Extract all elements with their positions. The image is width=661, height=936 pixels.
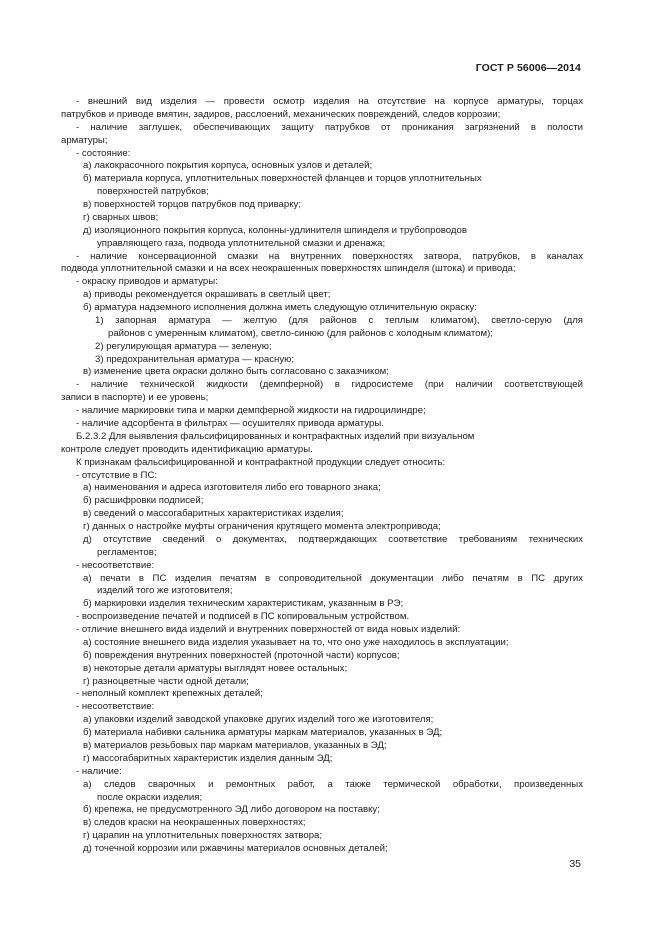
text-line: - внешний вид изделия — провести осмотр изделия на отсутствие на корпусе арматуры, торцах [76,96,583,107]
text-line: д) изоляционного покрытия корпуса, колонны-удлинителя шпинделя и трубопроводов [83,224,467,236]
text-line: - наличие: [76,765,122,777]
text-line: - наличие адсорбента в фильтрах — осушителях привода арматуры. [76,418,384,429]
text-line: в) материалов резьбовых пар маркам материалов, указанных в ЭД; [83,740,387,751]
text-line: б) расшифровки подписей; [83,495,204,507]
text-line: контроле следует проводить идентификацию арматуры. [61,443,313,455]
text-line: а) наименования и адреса изготовителя либо его товарного знака; [83,482,381,494]
text-line: б) материала набивки сальника арматуры маркам материалов, указанных в ЭД; [83,727,443,739]
text-line: арматуры; [61,134,108,146]
text-line: в) следов краски на неокрашенных поверхностях; [83,817,306,829]
text-line: г) массогабаритных характеристик изделия данным ЭД; [83,752,333,764]
text-line: - несоответствие: [76,701,155,713]
text-line: б) повреждения внутренних поверхностей (проточной части) корпусов; [83,649,400,661]
text-line: г) данных о настройке муфты ограничения крутящего момента электропривода; [83,521,441,533]
text-line: изделий того же изготовителя; [97,585,233,597]
text-line: - отличие внешнего вида изделий и внутренних поверхностей от вида новых изделий: [76,624,461,636]
text-line: управляющего газа, подвода уплотнительной смазки и дренажа; [97,237,386,249]
text-line: - наличие маркировки типа и марки демпферной жидкости на гидроцилиндре; [76,405,426,417]
text-line: г) царапин на уплотнительных поверхностях затвора; [83,830,323,842]
text-line: в) изменение цвета окраски должно быть согласовано с заказчиком; [83,366,389,378]
text-line: г) разноцветные части одной детали; [83,675,249,687]
text-line: записи в паспорте) и ее уровень; [61,392,209,404]
text-line: а) приводы рекомендуется окрашивать в светлый цвет; [83,289,331,301]
text-line: - наличие технической жидкости (демпферной) в гидросистеме (при наличии соответствующей [76,379,583,391]
text-line: б) материала корпуса, уплотнительных поверхностей фланцев и торцов уплотнительных [83,173,482,185]
text-line: - наличие консервационной смазки на внутренних поверхностях затвора, патрубков, в каналах [76,250,583,262]
text-line: а) упаковки изделий заводской упаковке других изделий того же изготовителя; [83,714,434,726]
text-line: - неполный комплект крепежных деталей; [76,688,263,700]
page-number: 35 [569,858,581,870]
text-line: а) состояние внешнего вида изделия указывает на то, что оно уже находилось в эксплуатации; [83,636,509,648]
text-line: в) некоторые детали арматуры выглядят новее остальных; [83,662,348,674]
text-line: - воспроизведение печатей и подписей в ПС копировальным устройством. [76,611,410,623]
text-line: в) поверхностей торцов патрубков под приварку; [83,199,301,211]
standard-header: ГОСТ Р 56006—2014 [475,62,581,74]
text-line: а) печати в ПС изделия печатям в сопроводительной документации либо печатям в ПС других [83,572,583,584]
text-line: К признакам фальсифицированной и контрафактной продукции следует относить: [76,456,446,468]
text-line: - состояние: [76,147,131,159]
text-line: - наличие заглушек, обеспечивающих защиту патрубков от проникания загрязнений в полости [76,121,583,133]
text-line: д) отсутствие сведений о документах, подтверждающих соответствие требованиям технических [83,533,583,545]
text-line: подвода уплотнительной смазки и на всех неокрашенных поверхностях шпинделя (штока) и привода; [61,263,516,275]
text-line: поверхностей патрубков; [97,186,209,198]
text-line: Б.2.3.2 Для выявления фальсифицированных и контрафактных изделий при визуальном [76,430,475,442]
text-line: - отсутствие в ПС: [76,469,158,481]
text-line: г) сварных швов; [83,211,159,223]
text-line: 1) запорная арматура — желтую (для районов с теплым климатом), светло-серую (для [95,314,583,326]
text-line: б) арматура надземного исполнения должна иметь следующую отличительную окраску: [83,302,477,314]
text-line: патрубков и приводе вмятин, задиров, расслоений, механических повреждений, следов коррозии; [61,108,501,120]
text-line: после окраски изделия; [97,791,203,803]
text-line: д) точечной коррозии или ржавчины материалов основных деталей; [83,843,388,855]
text-line: - окраску приводов и арматуры: [76,276,218,288]
text-line: 2) регулирующая арматура — зеленую; [95,340,272,352]
text-line: а) следов сварочных и ремонтных работ, а также термической обработки, произведенных [83,778,583,790]
text-line: а) лакокрасочного покрытия корпуса, основных узлов и деталей; [83,160,373,172]
text-line: б) маркировки изделия техническим характеристикам, указанным в РЭ; [83,598,404,610]
text-line: - несоответствие: [76,559,155,571]
text-line: б) крепежа, не предусмотренного ЭД либо договором на поставку; [83,804,380,816]
text-line: 3) предохранительная арматура — красную; [95,353,294,365]
text-line: регламентов; [97,546,157,558]
text-line: районов с умеренным климатом), светло-синюю (для районов с холодным климатом); [108,327,493,339]
text-line: в) сведений о массогабаритных характеристиках изделия; [83,508,344,520]
